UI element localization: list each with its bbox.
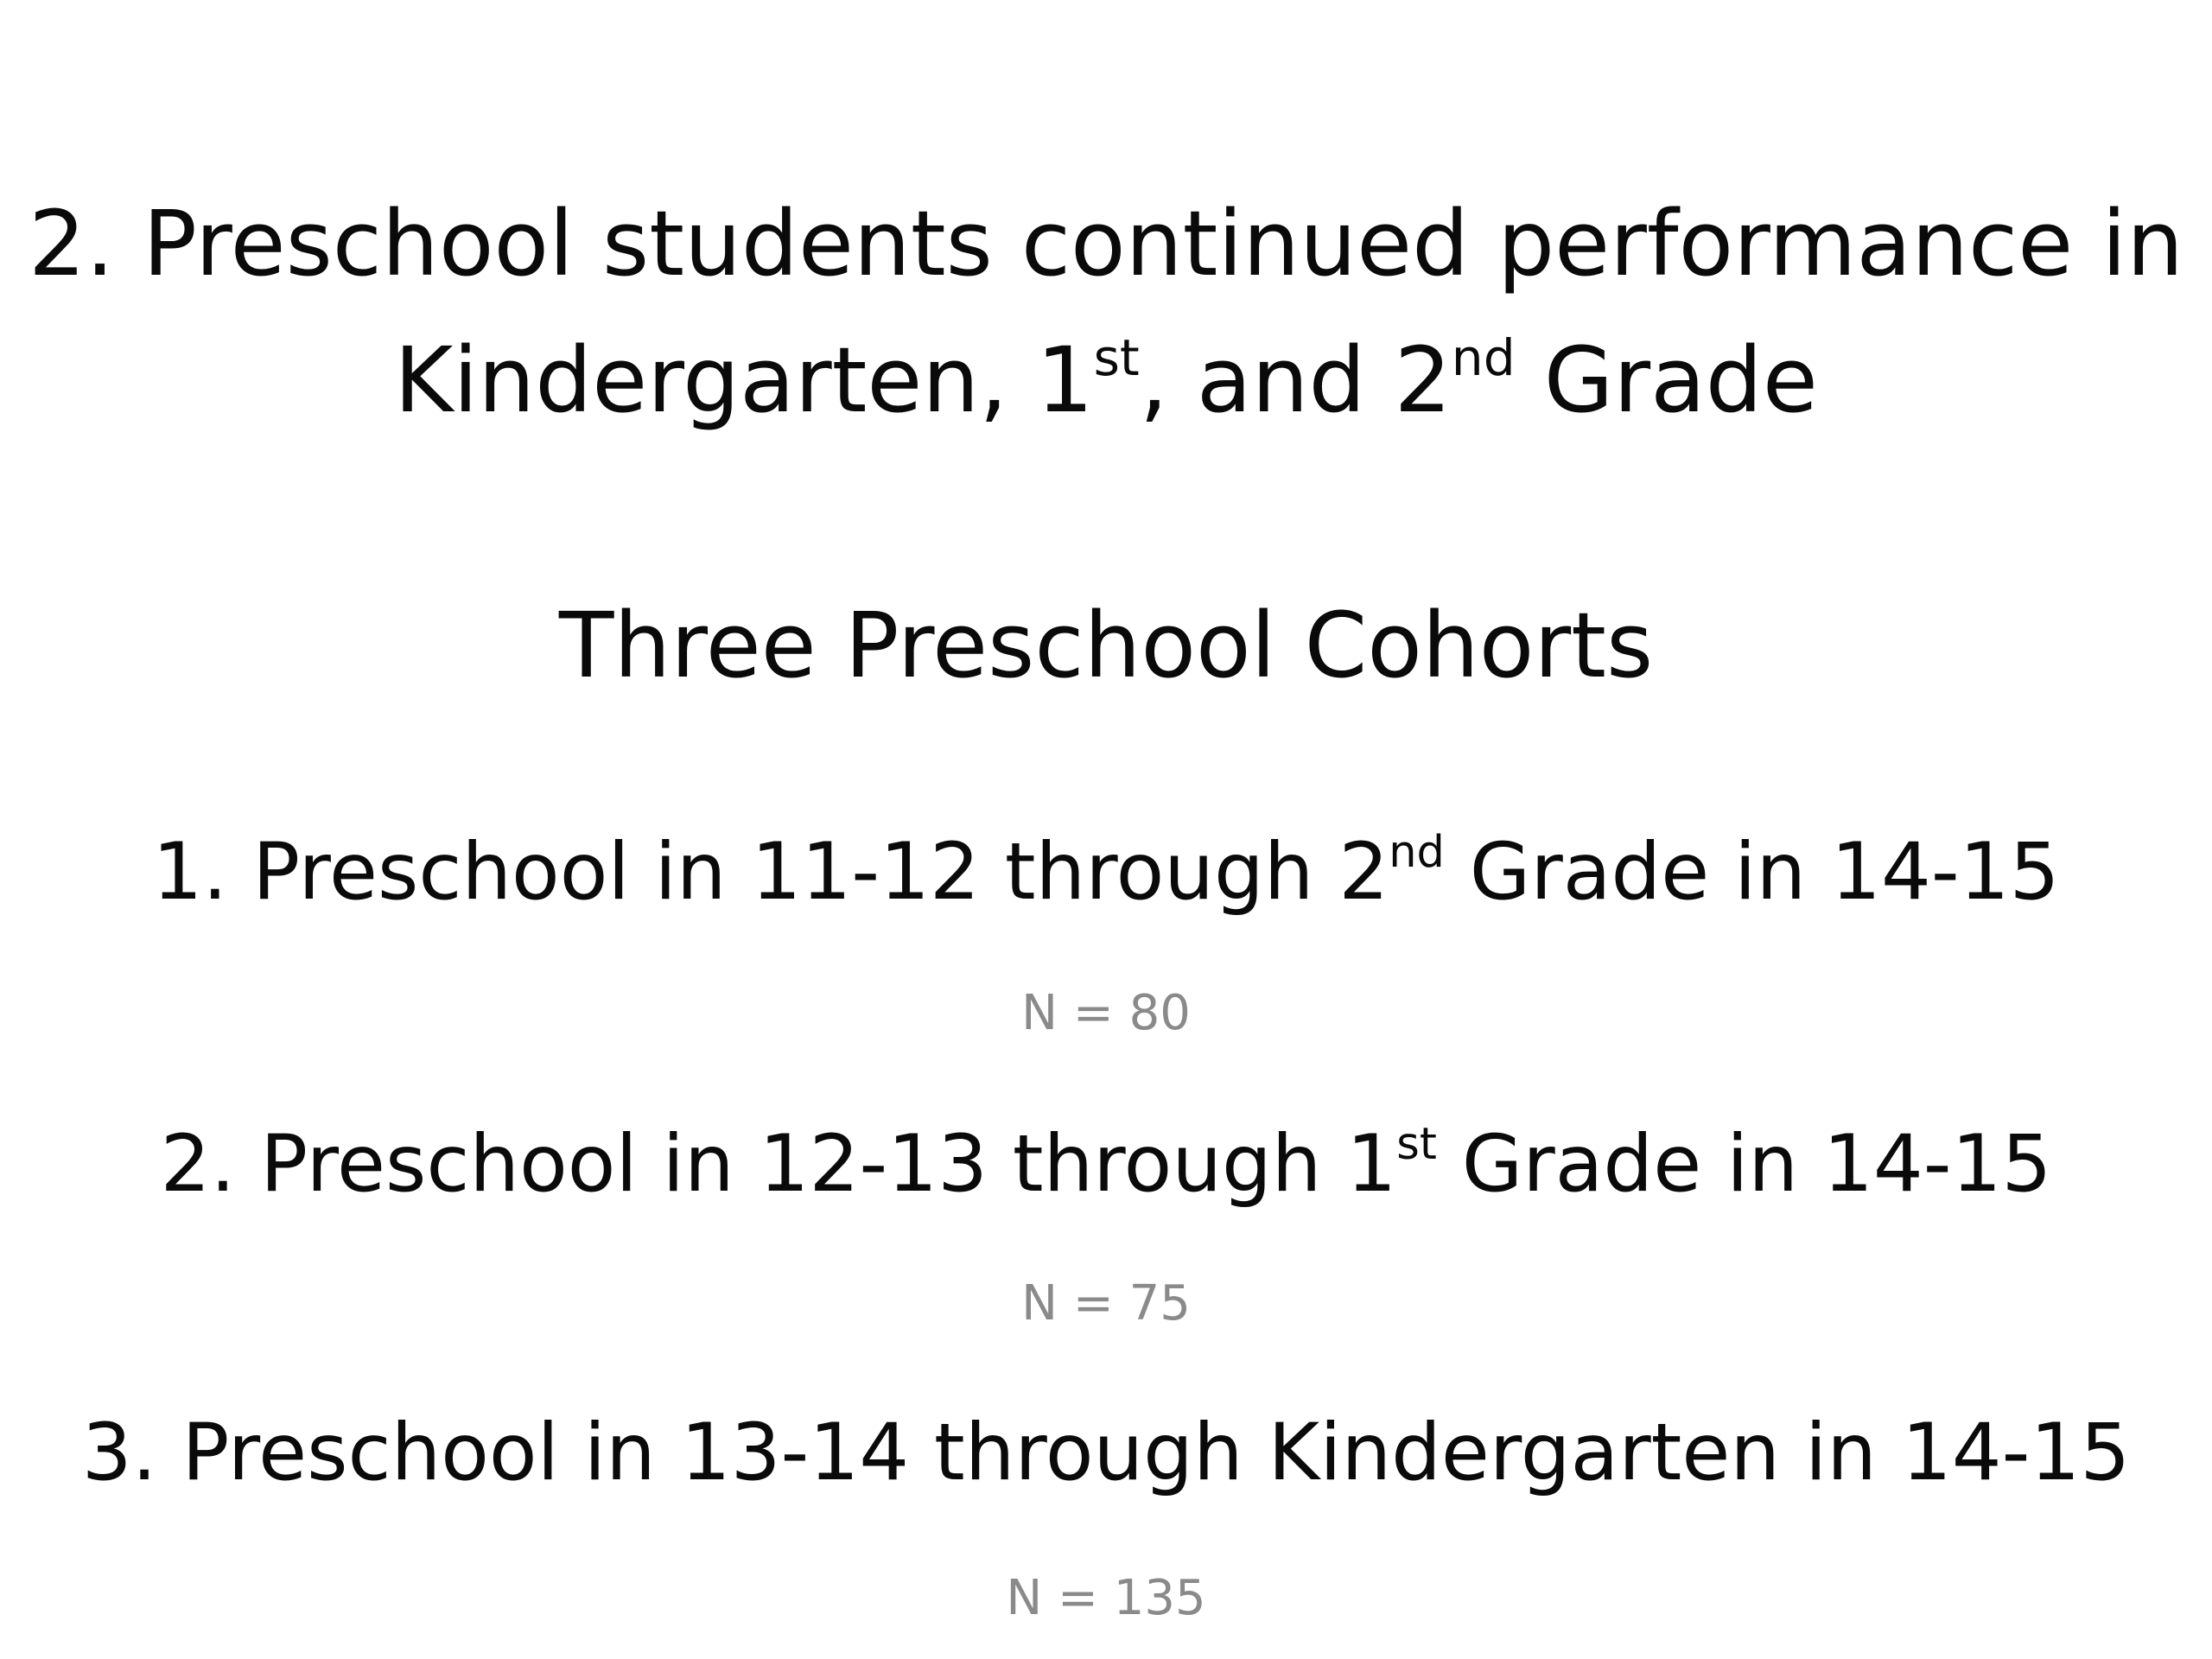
title-superscript-nd: nd bbox=[1451, 328, 1516, 388]
subtitle-text: Three Preschool Cohorts bbox=[558, 593, 1654, 698]
cohort-2-count-text: N = 75 bbox=[1021, 1275, 1191, 1332]
cohort-1-superscript: nd bbox=[1389, 827, 1445, 879]
cohort-item-1 bbox=[0, 825, 2212, 920]
cohort-1-label-end: Grade in 14-15 bbox=[1444, 827, 2060, 918]
slide-title-line-2 bbox=[0, 327, 2212, 434]
cohort-2-superscript: st bbox=[1396, 1119, 1437, 1171]
cohort-3-label: 3. Preschool in 13-14 through Kindergarten in 14-15 bbox=[81, 1408, 2131, 1498]
cohort-2-label-end: Grade in 14-15 bbox=[1436, 1119, 2052, 1210]
cohort-3-count-text: N = 135 bbox=[1006, 1570, 1206, 1626]
cohort-2-label: 2. Preschool in 12-13 through 1 bbox=[160, 1119, 1397, 1210]
title-text-line-1: 2. Preschool students continued performance in bbox=[28, 191, 2184, 296]
cohort-1-count bbox=[0, 983, 2212, 1044]
cohort-1-label: 1. Preschool in 11-12 through 2 bbox=[152, 827, 1389, 918]
cohort-item-2 bbox=[0, 1117, 2212, 1212]
cohort-1-count-text: N = 80 bbox=[1021, 985, 1191, 1041]
slide-title-line-1 bbox=[0, 190, 2212, 297]
title-text-and: , and 2 bbox=[1139, 327, 1452, 433]
cohort-3-count bbox=[0, 1568, 2212, 1629]
slide-subtitle bbox=[0, 592, 2212, 699]
cohort-item-3 bbox=[0, 1406, 2212, 1501]
title-superscript-st: st bbox=[1093, 328, 1140, 388]
title-text-kindergarten: Kindergarten, 1 bbox=[394, 327, 1094, 433]
title-text-grade: Grade bbox=[1515, 327, 1818, 433]
cohort-2-count bbox=[0, 1274, 2212, 1334]
